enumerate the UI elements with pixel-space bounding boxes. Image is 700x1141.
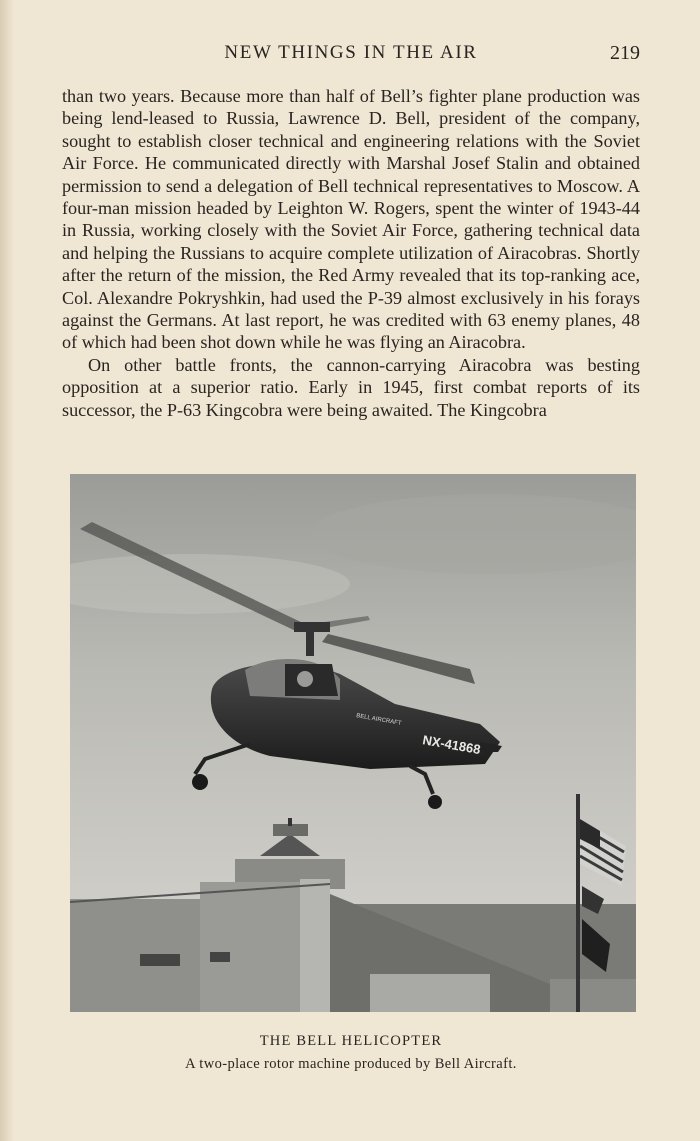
helicopter-photo-illustration xyxy=(70,474,636,1012)
fuselage-lettering: BELL AIRCRAFT xyxy=(355,713,402,727)
figure-caption-title: THE BELL HELICOPTER xyxy=(259,1033,443,1049)
paragraph: than two years. Because more than half of Bell’s fighter plane production was being lend-leased to Russia, Lawrence D. Bell, president of the company, sought to establish closer technical and engineering relations with the Soviet Air Force. He communicated directly with Marshal Josef Stalin and obtained permission to send a delegation of Bell technical representatives to Moscow. A four-man mission headed by Leighton W. Rogers, spent the winter of 1943-44 in Russia, working closely with the Soviet Air Force, gathering technical data and helping the Russians to acquire complete utilization of Airacobras. Shortly after the return of the mission, the Red Army revealed that its top-ranking ace, Col. Alexandre Pokryshkin, had used the P-39 almost exclusively in his forays against the Germans. At last report, he was credited with 63 enemy planes, 48 of which had been shot down while he was flying an Airacobra. xyxy=(62,86,640,353)
running-head: NEW THINGS IN THE AIR xyxy=(224,42,478,63)
body-text xyxy=(62,85,640,421)
paragraph: On other battle fronts, the cannon-carrying Airacobra was besting opposition at a superior ratio. Early in 1945, first combat reports of its successor, the P-63 Kingcobra were being awaited. The Kingcobra xyxy=(62,354,640,420)
page-number: 219 xyxy=(610,42,640,64)
helicopter-photo xyxy=(70,474,636,1012)
figure-caption-text: A two-place rotor machine produced by Bell Aircraft. xyxy=(185,1056,517,1072)
page-binding-edge xyxy=(0,0,14,1141)
page-header xyxy=(62,42,640,68)
tail-number: NX-41868 xyxy=(421,732,482,758)
